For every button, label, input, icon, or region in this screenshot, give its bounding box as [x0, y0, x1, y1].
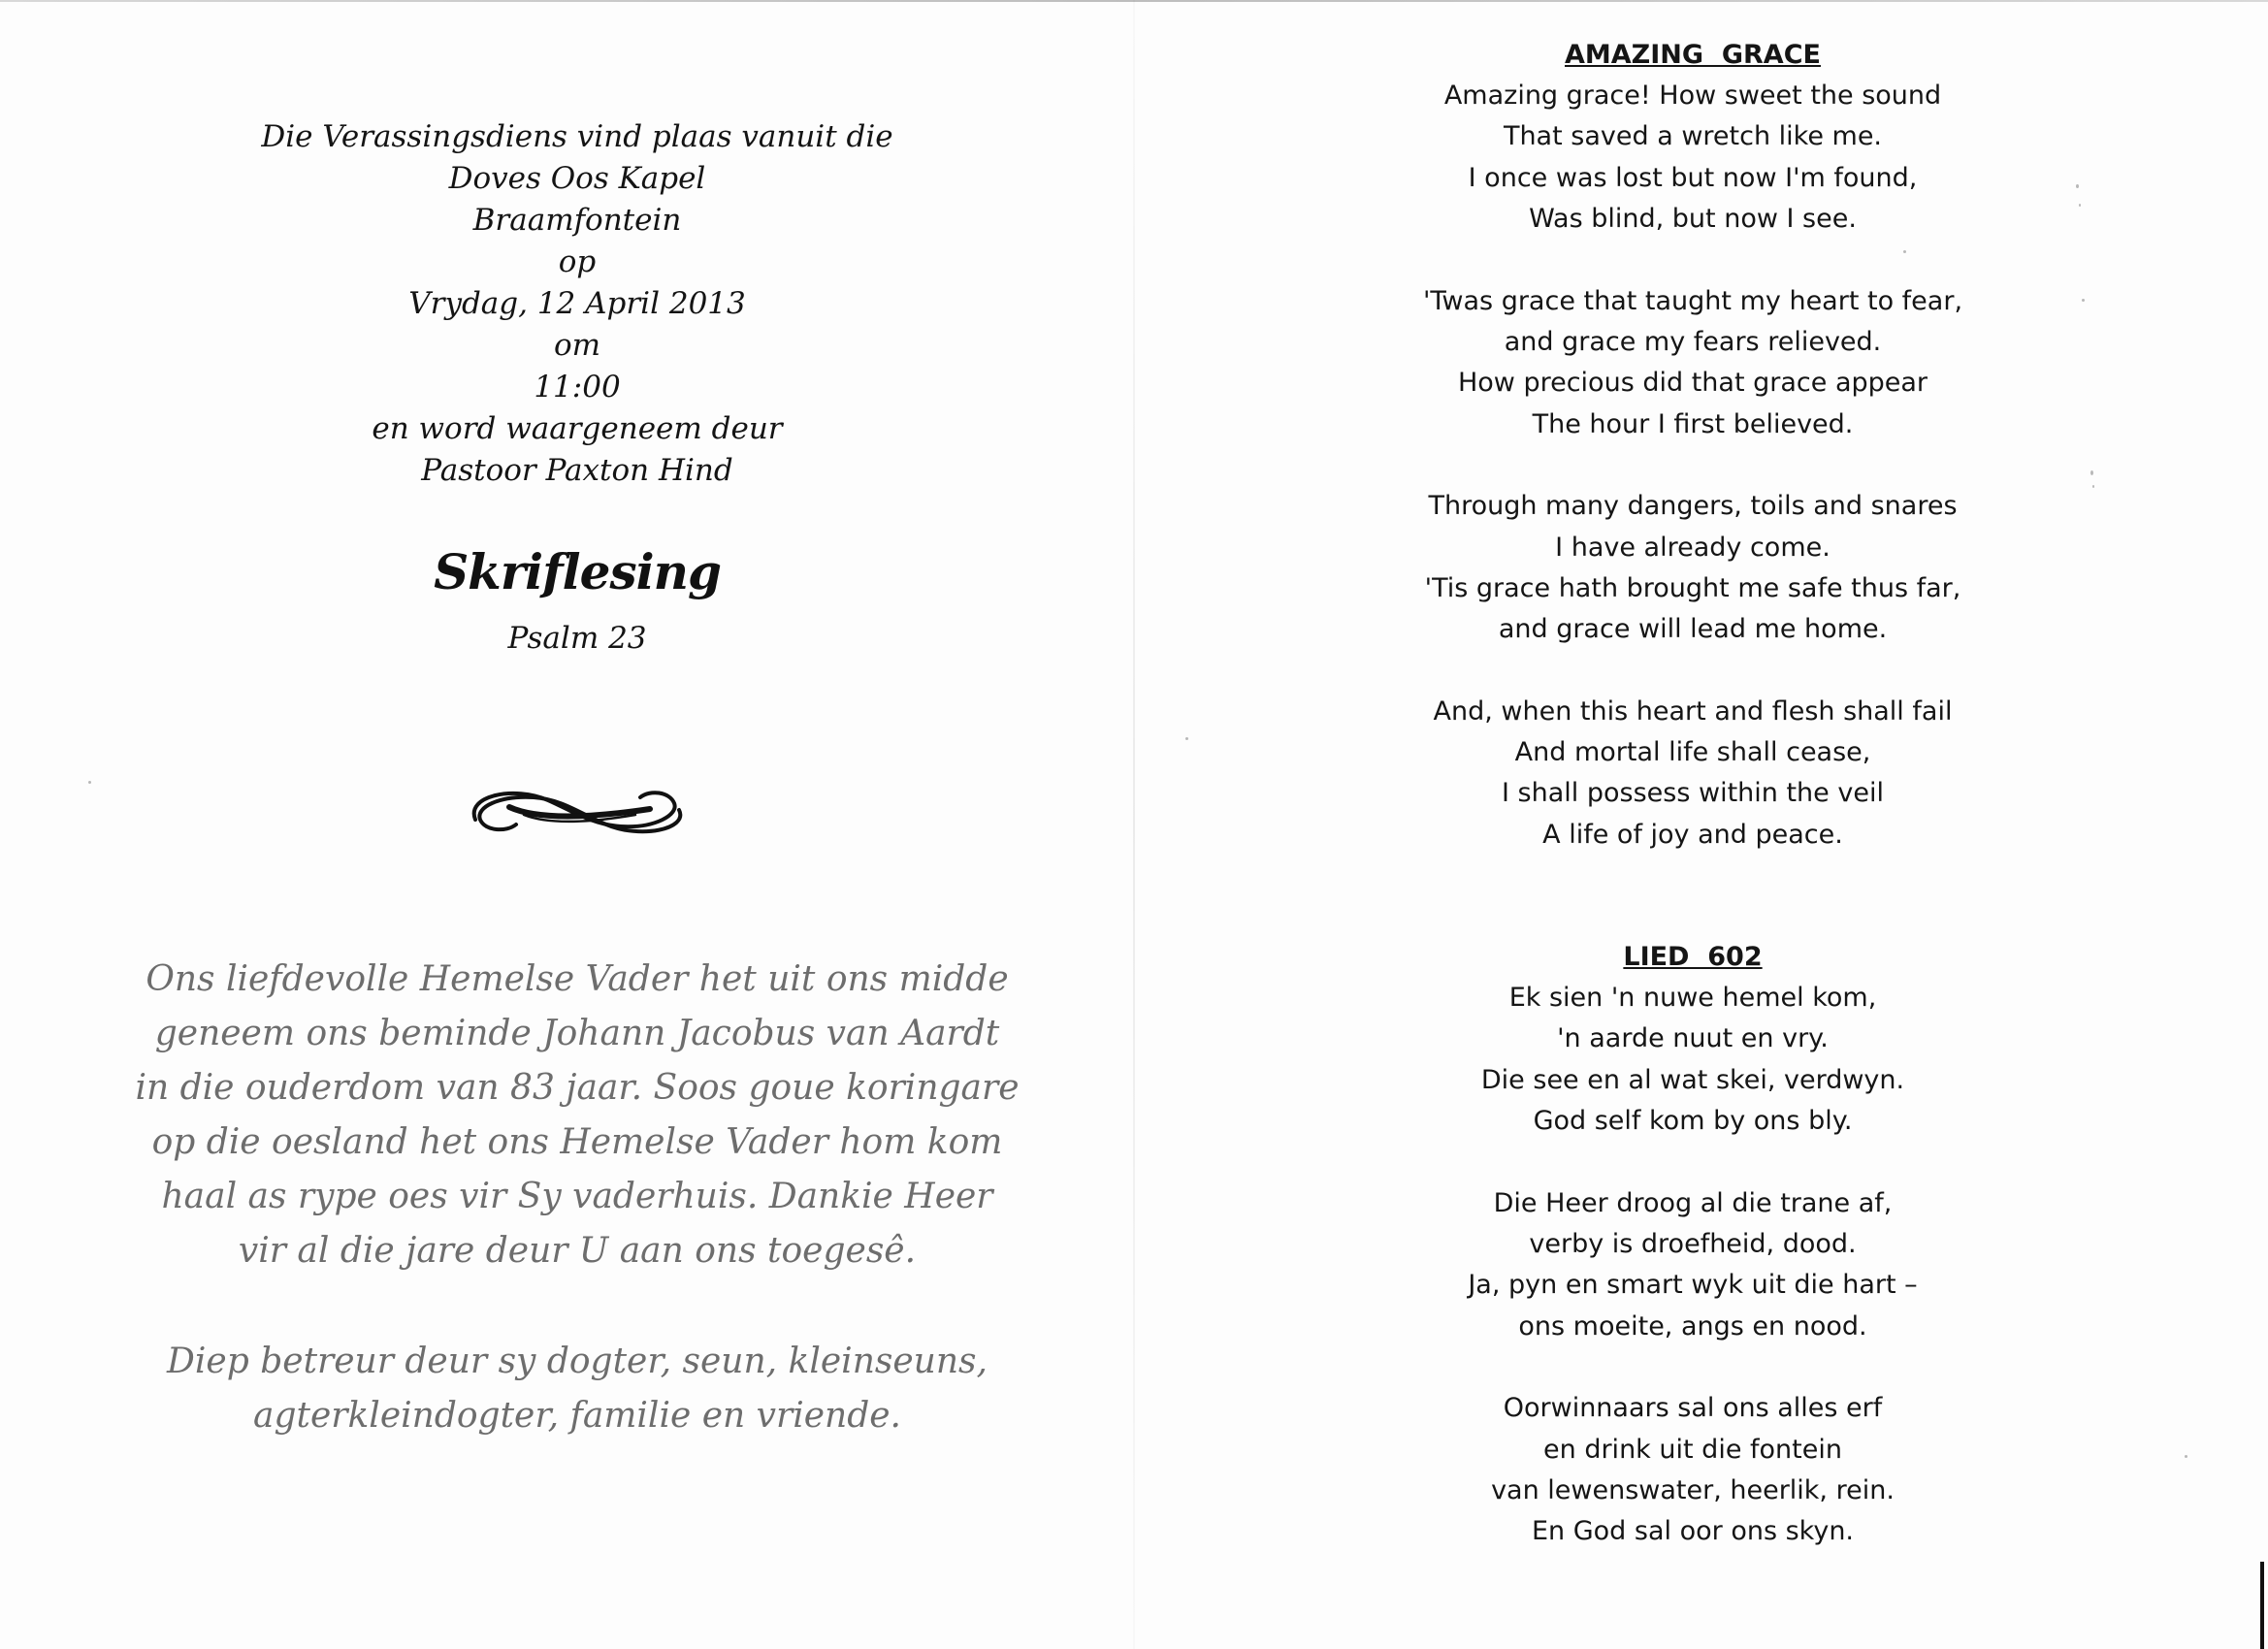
hymn-line: God self kom by ons bly. [1533, 1106, 1853, 1137]
hymn-line: verby is droefheid, dood. [1529, 1228, 1857, 1259]
reading-title: Skriflesing [434, 543, 721, 600]
hymn-line: I once was lost but now I'm found, [1468, 162, 1918, 193]
hymn-line: A life of joy and peace. [1542, 819, 1843, 850]
hymn-line: I have already come. [1555, 532, 1831, 563]
obituary-text [0, 953, 1154, 1278]
hymn-line: How precious did that grace appear [1457, 368, 1928, 399]
hymn-stanza [1280, 978, 2105, 1143]
hymn-amazing-grace [1280, 35, 2105, 896]
hymn-line: Through many dangers, toils and snares [1428, 491, 1958, 522]
service-line: om [553, 328, 601, 363]
hymn-title: LIED 602 [1623, 942, 1763, 972]
mourners-line: agterkleindogter, familie en vriende. [253, 1396, 901, 1436]
hymn-stanza [1280, 486, 2105, 651]
hymn-line: Die Heer droog al die trane af, [1493, 1187, 1893, 1218]
service-line: op [558, 244, 597, 279]
hymn-stanza [1280, 1388, 2105, 1553]
obituary-line: haal as rype oes vir Sy vaderhuis. Dankie Heer [161, 1177, 993, 1216]
obituary-line: Ons liefdevolle Hemelse Vader het uit ons midde [146, 959, 1009, 999]
hymn-line: Ek sien 'n nuwe hemel kom, [1508, 983, 1877, 1013]
hymn-stanza [1280, 692, 2105, 857]
hymn-stanza [1280, 76, 2105, 241]
hymn-stanza [1280, 281, 2105, 446]
service-line: Doves Oos Kapel [448, 161, 706, 196]
hymn-line: And, when this heart and flesh shall fail [1433, 695, 1953, 727]
scroll-flourish-icon [456, 766, 698, 854]
obituary-line: in die ouderdom van 83 jaar. Soos goue koringare [135, 1068, 1020, 1108]
service-line: Die Verassingsdiens vind plaas vanuit die [261, 119, 893, 154]
hymn-line: en drink uit die fontein [1543, 1434, 1842, 1465]
hymn-line: Was blind, but now I see. [1529, 204, 1857, 235]
service-line: en word waargeneem deur [372, 411, 783, 446]
hymn-line: and grace will lead me home. [1498, 614, 1888, 645]
mourners-text [0, 1335, 1154, 1443]
hymn-line: Oorwinnaars sal ons alles erf [1503, 1393, 1883, 1424]
obituary-line: vir al die jare deur U aan ons toegesê. [238, 1231, 917, 1271]
hymn-line: 'n aarde nuut en vry. [1557, 1023, 1829, 1054]
hymn-line: 'Tis grace hath brought me safe thus far, [1424, 572, 1961, 603]
obituary-line: op die oesland het ons Hemelse Vader hom kom [151, 1122, 1003, 1162]
hymn-line: I shall possess within the veil [1502, 778, 1884, 809]
hymn-line: Amazing grace! How sweet the sound [1443, 81, 1942, 111]
hymn-line: That saved a wretch like me. [1503, 121, 1883, 152]
service-line: Braamfontein [472, 203, 682, 238]
hymn-line: Ja, pyn en smart wyk uit die hart – [1468, 1270, 1918, 1301]
hymn-line: ons moeite, angs en nood. [1518, 1310, 1867, 1342]
hymn-line: And mortal life shall cease, [1514, 737, 1871, 768]
hymn-line: Die see en al wat skei, verdwyn. [1480, 1064, 1905, 1095]
hymn-lied-602 [1280, 937, 2105, 1594]
mourners-line: Diep betreur deur sy dogter, seun, kleinseuns, [167, 1342, 988, 1381]
service-details [0, 116, 1154, 492]
hymn-title: AMAZING GRACE [1565, 40, 1821, 70]
hymn-line: and grace my fears relieved. [1504, 326, 1882, 357]
hymn-line: van lewenswater, heerlik, rein. [1491, 1474, 1895, 1505]
obituary-line: geneem ons beminde Johann Jacobus van Aardt [154, 1014, 1000, 1053]
hymn-line: En God sal oor ons skyn. [1531, 1516, 1855, 1547]
reading-reference: Psalm 23 [507, 621, 647, 656]
hymn-stanza [1280, 1183, 2105, 1348]
hymn-line: 'Twas grace that taught my heart to fear, [1422, 285, 1963, 316]
service-date: Vrydag, 12 April 2013 [408, 286, 746, 321]
hymn-line: The hour I first believed. [1532, 408, 1854, 439]
service-time: 11:00 [534, 370, 621, 404]
officiant-name: Pastoor Paxton Hind [421, 453, 733, 488]
